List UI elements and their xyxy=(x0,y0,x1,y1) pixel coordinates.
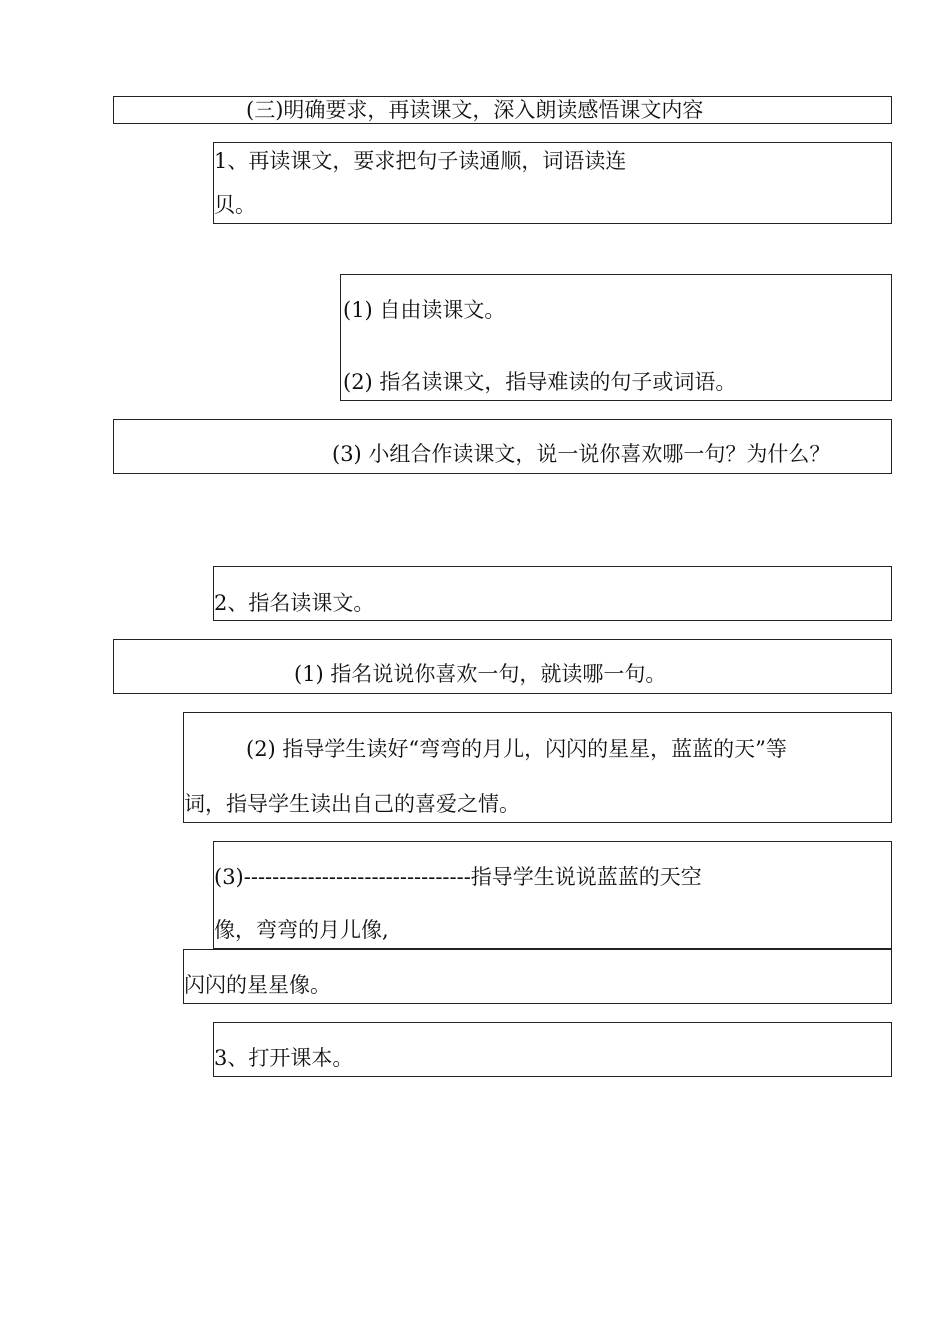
step3-box xyxy=(213,1022,892,1077)
step1-item2: (2) 指名读课文，指导难读的句子或词语。 xyxy=(343,370,737,394)
step2-item3-continued-box xyxy=(183,949,892,1004)
step2-item1: (1) 指名说说你喜欢一句，就读哪一句。 xyxy=(294,662,667,686)
section-title-box xyxy=(113,96,892,124)
step2-item3-line1: (3)--------------------------------指导学生说说蓝蓝的天空 xyxy=(214,865,702,889)
step1-box xyxy=(213,142,892,224)
step3-title: 3、打开课本。 xyxy=(214,1046,354,1070)
step2-item2-line1: (2) 指导学生读好“弯弯的月儿，闪闪的星星，蓝蓝的天”等 xyxy=(246,737,787,761)
step1-items-box xyxy=(340,274,892,401)
step1-item1: (1) 自由读课文。 xyxy=(343,298,506,322)
step2-title-box xyxy=(213,566,892,621)
step2-item2-line2: 词，指导学生读出自己的喜爱之情。 xyxy=(184,792,520,816)
step2-item1-box xyxy=(113,639,892,694)
step2-title: 2、指名读课文。 xyxy=(214,591,375,615)
step2-item3-line2: 像，弯弯的月儿像, xyxy=(214,918,389,942)
step2-item3-box xyxy=(213,841,892,949)
step1-item3-box xyxy=(113,419,892,474)
step1-line2: 贝。 xyxy=(214,193,256,217)
step1-line1: 1、再读课文，要求把句子读通顺，词语读连 xyxy=(214,149,627,173)
step1-item3: (3) 小组合作读课文，说一说你喜欢哪一句？为什么？ xyxy=(332,442,831,466)
step2-item3-line3: 闪闪的星星像。 xyxy=(184,973,331,997)
section-title: (三)明确要求，再读课文，深入朗读感悟课文内容 xyxy=(246,98,704,122)
step2-item2-box xyxy=(183,712,892,823)
